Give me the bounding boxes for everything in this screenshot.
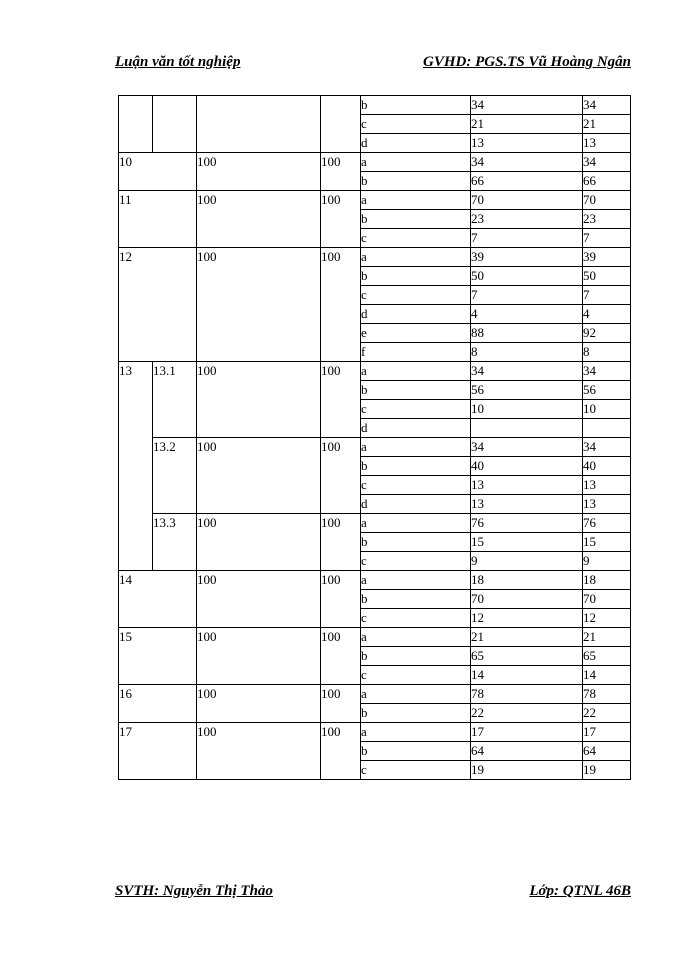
option-letter-cell: b [361,590,471,609]
table-row [119,514,631,533]
question-number-cell: 15 [119,628,197,685]
value-percent-cell: 7 [471,286,583,305]
value-percent-cell: 7 [471,229,583,248]
survey-results-table-container [118,95,631,780]
option-letter-cell: c [361,552,471,571]
total-cell: 100 [321,571,361,628]
value-count-cell: 76 [583,514,631,533]
value-count-cell: 4 [583,305,631,324]
total-cell [321,96,361,153]
option-letter-cell: b [361,267,471,286]
option-letter-cell: e [361,324,471,343]
question-number-cell: 14 [119,571,197,628]
total-cell: 100 [321,685,361,723]
table-row [119,362,631,381]
value-count-cell: 18 [583,571,631,590]
option-letter-cell: c [361,286,471,305]
value-count-cell: 64 [583,742,631,761]
option-letter-cell: b [361,533,471,552]
total-cell: 100 [197,685,321,723]
option-letter-cell: c [361,476,471,495]
value-count-cell: 56 [583,381,631,400]
option-letter-cell: a [361,514,471,533]
value-percent-cell: 56 [471,381,583,400]
question-number-cell: 12 [119,248,197,362]
header-left-title: Luận văn tốt nghiệp [115,54,241,70]
value-count-cell: 7 [583,229,631,248]
total-cell: 100 [321,153,361,191]
value-count-cell: 13 [583,495,631,514]
table-row [119,571,631,590]
value-percent-cell: 15 [471,533,583,552]
value-count-cell: 70 [583,191,631,210]
value-percent-cell: 22 [471,704,583,723]
value-percent-cell: 39 [471,248,583,267]
total-cell: 100 [197,191,321,248]
value-count-cell: 34 [583,96,631,115]
option-letter-cell: b [361,172,471,191]
option-letter-cell: c [361,666,471,685]
value-percent-cell: 21 [471,115,583,134]
value-count-cell: 34 [583,362,631,381]
option-letter-cell: d [361,305,471,324]
value-count-cell: 34 [583,438,631,457]
value-percent-cell: 70 [471,191,583,210]
total-cell: 100 [321,362,361,438]
total-cell: 100 [197,153,321,191]
value-count-cell: 39 [583,248,631,267]
table-row [119,685,631,704]
value-percent-cell: 64 [471,742,583,761]
question-number-cell: 17 [119,723,197,780]
total-cell: 100 [321,438,361,514]
option-letter-cell: f [361,343,471,362]
value-count-cell [583,419,631,438]
table-row [119,248,631,267]
value-percent-cell: 66 [471,172,583,191]
footer-student-name: SVTH: Nguyễn Thị Thảo [115,883,273,899]
value-percent-cell: 17 [471,723,583,742]
value-count-cell: 13 [583,134,631,153]
total-cell: 100 [321,191,361,248]
value-count-cell: 13 [583,476,631,495]
value-count-cell: 70 [583,590,631,609]
option-letter-cell: b [361,647,471,666]
total-cell [197,96,321,153]
option-letter-cell: c [361,761,471,780]
option-letter-cell: a [361,685,471,704]
value-percent-cell: 9 [471,552,583,571]
total-cell: 100 [321,514,361,571]
option-letter-cell: d [361,134,471,153]
option-letter-cell: c [361,609,471,628]
value-percent-cell: 34 [471,438,583,457]
option-letter-cell: d [361,419,471,438]
value-percent-cell: 50 [471,267,583,286]
sub-question-cell: 13.1 [153,362,197,438]
value-count-cell: 17 [583,723,631,742]
option-letter-cell: a [361,248,471,267]
value-percent-cell: 23 [471,210,583,229]
footer-class: Lớp: QTNL 46B [529,883,631,899]
table-row [119,191,631,210]
option-letter-cell: b [361,457,471,476]
table-row [119,438,631,457]
question-number-cell: 11 [119,191,197,248]
header-right-advisor: GVHD: PGS.TS Vũ Hoàng Ngân [423,54,631,70]
value-percent-cell: 76 [471,514,583,533]
table-row [119,153,631,172]
value-count-cell: 23 [583,210,631,229]
value-percent-cell: 19 [471,761,583,780]
total-cell: 100 [197,438,321,514]
value-percent-cell: 10 [471,400,583,419]
option-letter-cell: a [361,362,471,381]
option-letter-cell: a [361,628,471,647]
option-letter-cell: a [361,438,471,457]
value-count-cell: 22 [583,704,631,723]
value-count-cell: 14 [583,666,631,685]
value-count-cell: 12 [583,609,631,628]
total-cell: 100 [197,571,321,628]
sub-question-cell: 13.2 [153,438,197,514]
sub-question-cell [153,96,197,153]
value-count-cell: 65 [583,647,631,666]
page-header [115,54,631,71]
value-count-cell: 66 [583,172,631,191]
option-letter-cell: a [361,153,471,172]
question-number-cell: 10 [119,153,197,191]
value-percent-cell: 12 [471,609,583,628]
value-percent-cell: 21 [471,628,583,647]
value-percent-cell: 88 [471,324,583,343]
value-count-cell: 8 [583,343,631,362]
value-percent-cell: 34 [471,96,583,115]
total-cell: 100 [321,248,361,362]
value-count-cell: 50 [583,267,631,286]
value-percent-cell: 78 [471,685,583,704]
survey-results-table [118,95,631,780]
value-percent-cell [471,419,583,438]
value-count-cell: 15 [583,533,631,552]
option-letter-cell: c [361,229,471,248]
option-letter-cell: c [361,400,471,419]
table-row [119,628,631,647]
table-row [119,723,631,742]
page-footer [115,883,631,900]
value-count-cell: 40 [583,457,631,476]
value-count-cell: 78 [583,685,631,704]
total-cell: 100 [197,628,321,685]
total-cell: 100 [197,723,321,780]
value-percent-cell: 14 [471,666,583,685]
total-cell: 100 [321,723,361,780]
value-count-cell: 21 [583,628,631,647]
option-letter-cell: c [361,115,471,134]
total-cell: 100 [197,514,321,571]
value-percent-cell: 34 [471,153,583,172]
option-letter-cell: d [361,495,471,514]
value-count-cell: 19 [583,761,631,780]
option-letter-cell: a [361,723,471,742]
table-row [119,96,631,115]
option-letter-cell: b [361,210,471,229]
value-percent-cell: 65 [471,647,583,666]
value-percent-cell: 13 [471,476,583,495]
total-cell: 100 [321,628,361,685]
question-number-cell: 16 [119,685,197,723]
value-percent-cell: 13 [471,495,583,514]
value-percent-cell: 4 [471,305,583,324]
value-count-cell: 92 [583,324,631,343]
sub-question-cell: 13.3 [153,514,197,571]
value-count-cell: 9 [583,552,631,571]
value-count-cell: 7 [583,286,631,305]
survey-table-body [119,96,631,780]
value-count-cell: 10 [583,400,631,419]
option-letter-cell: b [361,381,471,400]
question-number-cell: 13 [119,362,153,571]
total-cell: 100 [197,362,321,438]
option-letter-cell: b [361,96,471,115]
option-letter-cell: b [361,704,471,723]
value-percent-cell: 70 [471,590,583,609]
value-percent-cell: 34 [471,362,583,381]
value-count-cell: 21 [583,115,631,134]
option-letter-cell: b [361,742,471,761]
value-percent-cell: 18 [471,571,583,590]
total-cell: 100 [197,248,321,362]
option-letter-cell: a [361,571,471,590]
value-percent-cell: 40 [471,457,583,476]
option-letter-cell: a [361,191,471,210]
value-count-cell: 34 [583,153,631,172]
value-percent-cell: 13 [471,134,583,153]
question-number-cell [119,96,153,153]
value-percent-cell: 8 [471,343,583,362]
